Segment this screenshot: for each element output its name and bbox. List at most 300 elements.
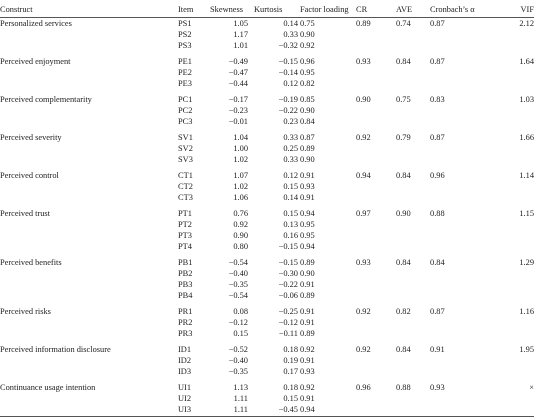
factor-loading-cell: 0.93 [300, 182, 315, 191]
cronbach-alpha-cell: 0.84 [430, 258, 445, 267]
cronbach-alpha-cell [422, 67, 472, 78]
factor-loading-cell: 0.89 [300, 291, 315, 300]
kurtosis-cell: 0.19 [283, 356, 298, 365]
vif-cell [472, 29, 534, 40]
construct-cell [0, 154, 178, 165]
item-cell: CT1 [178, 171, 193, 180]
ave-cell [388, 116, 422, 127]
item-cell: PT4 [178, 242, 192, 251]
cr-cell: 0.94 [356, 171, 371, 180]
cr-cell [348, 219, 388, 230]
cr-cell [348, 116, 388, 127]
construct-cell: Perceived complementarity [0, 95, 92, 104]
kurtosis-cell: −0.45 [248, 404, 298, 417]
construct-cell [0, 192, 178, 203]
kurtosis-cell: 0.15 [283, 394, 298, 403]
cronbach-alpha-cell [422, 219, 472, 230]
ave-cell [388, 40, 422, 51]
cr-cell [348, 230, 388, 241]
cronbach-alpha-cell [422, 279, 472, 290]
construct-cell [0, 219, 178, 230]
skewness-cell: 1.02 [233, 155, 248, 164]
table-row [0, 241, 534, 252]
cronbach-alpha-cell [422, 116, 472, 127]
factor-loading-cell: 0.91 [300, 318, 315, 327]
skewness-cell: −0.17 [228, 95, 248, 104]
table-row [0, 301, 534, 317]
vif-cell [472, 241, 534, 252]
cr-cell [348, 29, 388, 40]
table-row [0, 116, 534, 127]
ave-cell: 0.75 [396, 95, 411, 104]
cronbach-alpha-cell: 0.87 [430, 57, 445, 66]
vif-cell [472, 366, 534, 377]
table-header [0, 0, 534, 18]
item-cell: PB2 [178, 269, 193, 278]
cr-cell [348, 192, 388, 203]
construct-cell: Perceived benefits [0, 258, 62, 267]
factor-loading-cell: 0.91 [300, 193, 315, 202]
ave-cell [388, 29, 422, 40]
kurtosis-cell: 0.33 [283, 133, 298, 142]
header-construct: Construct [0, 0, 178, 18]
factor-loading-cell: 0.89 [300, 258, 315, 267]
skewness-cell: 1.13 [233, 383, 248, 392]
table-row [0, 393, 534, 404]
construct-cell: Personalized services [0, 19, 72, 28]
table-row [0, 181, 534, 192]
ave-cell [388, 290, 422, 301]
table-row [0, 40, 534, 51]
cr-cell [348, 317, 388, 328]
vif-cell: 2.12 [519, 19, 534, 28]
kurtosis-cell: 0.33 [283, 30, 298, 39]
skewness-cell: −0.52 [228, 345, 248, 354]
kurtosis-cell: −0.11 [278, 329, 298, 338]
item-cell: SV2 [178, 144, 193, 153]
kurtosis-cell: 0.12 [283, 171, 298, 180]
skewness-cell: −0.40 [228, 269, 248, 278]
kurtosis-cell: 0.17 [283, 367, 298, 376]
table-row [0, 317, 534, 328]
ave-cell [388, 105, 422, 116]
item-cell: PB3 [178, 280, 193, 289]
kurtosis-cell: 0.16 [283, 231, 298, 240]
ave-cell [388, 154, 422, 165]
ave-cell [388, 181, 422, 192]
item-cell: PS3 [178, 41, 192, 50]
cronbach-alpha-cell: 0.83 [430, 95, 445, 104]
table-row [0, 18, 534, 30]
factor-loading-cell: 0.94 [300, 242, 315, 251]
table-row [0, 192, 534, 203]
factor-loading-cell: 0.84 [300, 117, 315, 126]
kurtosis-cell: 0.12 [283, 79, 298, 88]
table-row [0, 404, 534, 417]
header-ave: AVE [388, 0, 422, 18]
construct-cell [0, 116, 178, 127]
table-row [0, 165, 534, 181]
cr-cell [348, 393, 388, 404]
cr-cell [348, 181, 388, 192]
ave-cell [388, 355, 422, 366]
skewness-cell: −0.40 [228, 356, 248, 365]
ave-cell: 0.74 [396, 19, 411, 28]
item-cell: PT3 [178, 231, 192, 240]
cronbach-alpha-cell: 0.93 [430, 383, 445, 392]
cronbach-alpha-cell [422, 366, 472, 377]
ave-cell: 0.82 [396, 307, 411, 316]
cr-cell [348, 366, 388, 377]
item-cell: PB1 [178, 258, 193, 267]
item-cell: CT2 [178, 182, 193, 191]
kurtosis-cell: −0.12 [278, 318, 298, 327]
construct-cell [0, 40, 178, 51]
ave-cell [388, 219, 422, 230]
construct-cell [0, 181, 178, 192]
cronbach-alpha-cell [422, 328, 472, 339]
kurtosis-cell: −0.30 [278, 269, 298, 278]
table-row [0, 339, 534, 355]
factor-loading-cell: 0.95 [300, 231, 315, 240]
kurtosis-cell: 0.13 [283, 220, 298, 229]
factor-loading-cell: 0.75 [300, 19, 315, 28]
skewness-cell: 1.00 [233, 144, 248, 153]
cr-cell [348, 404, 388, 417]
kurtosis-cell: 0.33 [283, 155, 298, 164]
ave-cell: 0.84 [396, 57, 411, 66]
ave-cell [388, 404, 422, 417]
table-row [0, 252, 534, 268]
construct-cell: Perceived enjoyment [0, 57, 71, 66]
vif-cell [472, 279, 534, 290]
table-body [0, 18, 534, 417]
cronbach-alpha-cell: 0.87 [430, 133, 445, 142]
factor-loading-cell: 0.85 [300, 95, 315, 104]
skewness-cell: 0.15 [233, 329, 248, 338]
cr-cell: 0.96 [356, 383, 371, 392]
vif-cell [472, 230, 534, 241]
construct-cell [0, 393, 178, 404]
ave-cell [388, 279, 422, 290]
skewness-cell: −0.35 [228, 280, 248, 289]
item-cell: PC3 [178, 117, 193, 126]
construct-cell [0, 279, 178, 290]
vif-cell: 1.16 [519, 307, 534, 316]
cr-cell [348, 67, 388, 78]
factor-loading-cell: 0.90 [300, 155, 315, 164]
header-skewness: Skewness [210, 0, 248, 18]
vif-cell [472, 192, 534, 203]
factor-loading-cell: 0.90 [300, 106, 315, 115]
skewness-cell: 0.90 [233, 231, 248, 240]
skewness-cell: −0.35 [228, 367, 248, 376]
cronbach-alpha-cell: 0.96 [430, 171, 445, 180]
kurtosis-cell: −0.22 [278, 280, 298, 289]
kurtosis-cell: 0.18 [283, 383, 298, 392]
kurtosis-cell: −0.32 [278, 41, 298, 50]
construct-cell: Perceived trust [0, 209, 51, 218]
cronbach-alpha-cell: 0.87 [430, 19, 445, 28]
kurtosis-cell: −0.25 [278, 307, 298, 316]
kurtosis-cell: 0.25 [283, 144, 298, 153]
cr-cell [348, 328, 388, 339]
item-cell: ID1 [178, 345, 192, 354]
vif-cell: 1.29 [519, 258, 534, 267]
vif-cell [472, 105, 534, 116]
vif-cell [472, 317, 534, 328]
skewness-cell: 0.92 [233, 220, 248, 229]
vif-cell: 1.66 [519, 133, 534, 142]
table-row [0, 154, 534, 165]
item-cell: PT1 [178, 209, 192, 218]
table-row [0, 89, 534, 105]
table-row [0, 377, 534, 393]
vif-cell [472, 143, 534, 154]
kurtosis-cell: 0.15 [283, 182, 298, 191]
ave-cell [388, 192, 422, 203]
skewness-cell: 1.11 [233, 394, 248, 403]
ave-cell [388, 328, 422, 339]
table-row [0, 143, 534, 154]
kurtosis-cell: −0.22 [278, 106, 298, 115]
factor-loading-cell: 0.95 [300, 220, 315, 229]
vif-cell [472, 40, 534, 51]
cr-cell [348, 154, 388, 165]
ave-cell [388, 67, 422, 78]
vif-cell [472, 393, 534, 404]
skewness-cell: −0.44 [228, 79, 248, 88]
table-row [0, 279, 534, 290]
cr-cell: 0.92 [356, 307, 371, 316]
cronbach-alpha-cell [422, 355, 472, 366]
vif-cell [472, 67, 534, 78]
construct-cell: Continuance usage intention [0, 383, 96, 392]
table-row [0, 127, 534, 143]
factor-loading-cell: 0.90 [300, 30, 315, 39]
vif-cell [472, 219, 534, 230]
item-cell: SV1 [178, 133, 193, 142]
kurtosis-cell: 0.14 [283, 193, 298, 202]
construct-cell: Perceived control [0, 171, 59, 180]
construct-cell [0, 78, 178, 89]
construct-cell [0, 317, 178, 328]
cronbach-alpha-cell [422, 241, 472, 252]
item-cell: PE3 [178, 79, 192, 88]
factor-loading-cell: 0.96 [300, 57, 315, 66]
vif-cell [472, 355, 534, 366]
table-row [0, 328, 534, 339]
kurtosis-cell: −0.14 [278, 68, 298, 77]
cr-cell [348, 143, 388, 154]
vif-cell [472, 290, 534, 301]
factor-loading-cell: 0.91 [300, 356, 315, 365]
skewness-cell: 0.08 [233, 307, 248, 316]
header-kurtosis: Kurtosis [248, 0, 298, 18]
cr-cell: 0.93 [356, 57, 371, 66]
skewness-cell: −0.49 [228, 57, 248, 66]
cr-cell [348, 355, 388, 366]
factor-loading-cell: 0.91 [300, 307, 315, 316]
vif-cell: 1.95 [519, 345, 534, 354]
cr-cell [348, 40, 388, 51]
vif-cell [472, 154, 534, 165]
factor-loading-cell: 0.94 [298, 404, 348, 417]
header-factor-loading: Factor loading [298, 0, 348, 18]
cr-cell: 0.92 [356, 345, 371, 354]
factor-loading-cell: 0.91 [300, 280, 315, 289]
table-row [0, 29, 534, 40]
factor-loading-cell: 0.91 [300, 394, 315, 403]
cronbach-alpha-cell [422, 268, 472, 279]
item-cell: ID2 [178, 356, 192, 365]
cronbach-alpha-cell [422, 40, 472, 51]
construct-cell [0, 328, 178, 339]
cronbach-alpha-cell [422, 404, 472, 417]
cronbach-alpha-cell [422, 317, 472, 328]
table-row [0, 203, 534, 219]
ave-cell [388, 230, 422, 241]
skewness-cell: −0.01 [228, 117, 248, 126]
header-item: Item [178, 0, 210, 18]
table-row [0, 105, 534, 116]
table-row [0, 355, 534, 366]
ave-cell [388, 366, 422, 377]
item-cell: PR3 [178, 329, 193, 338]
skewness-cell: 1.04 [233, 133, 248, 142]
kurtosis-cell: 0.18 [283, 345, 298, 354]
table-row [0, 268, 534, 279]
item-cell: PB4 [178, 291, 193, 300]
factor-loading-cell: 0.89 [300, 329, 315, 338]
vif-cell: 1.64 [519, 57, 534, 66]
skewness-cell: 1.06 [233, 193, 248, 202]
vif-cell: 1.03 [519, 95, 534, 104]
vif-cell: 1.15 [519, 209, 534, 218]
skewness-cell: 0.76 [233, 209, 248, 218]
item-cell: SV3 [178, 155, 193, 164]
construct-cell: Perceived information disclosure [0, 345, 111, 354]
construct-cell [0, 241, 178, 252]
header-cr: CR [348, 0, 388, 18]
cr-cell [348, 279, 388, 290]
skewness-cell: −0.23 [228, 106, 248, 115]
vif-cell [472, 116, 534, 127]
item-cell: PC2 [178, 106, 193, 115]
cr-cell [348, 290, 388, 301]
factor-loading-cell: 0.90 [300, 269, 315, 278]
ave-cell [388, 268, 422, 279]
skewness-cell: 0.80 [233, 242, 248, 251]
cronbach-alpha-cell [422, 78, 472, 89]
cr-cell: 0.97 [356, 209, 371, 218]
cronbach-alpha-cell: 0.88 [430, 209, 445, 218]
cronbach-alpha-cell [422, 230, 472, 241]
construct-cell [0, 404, 178, 417]
ave-cell: 0.84 [396, 345, 411, 354]
factor-loading-cell: 0.92 [300, 41, 315, 50]
factor-loading-cell: 0.89 [300, 144, 315, 153]
vif-cell: 1.14 [519, 171, 534, 180]
factor-loading-cell: 0.92 [300, 345, 315, 354]
factor-loading-cell: 0.93 [300, 367, 315, 376]
ave-cell: 0.88 [396, 383, 411, 392]
skewness-cell: 1.01 [233, 41, 248, 50]
ave-cell: 0.79 [396, 133, 411, 142]
header-cronbach-alpha: Cronbach’s α [422, 0, 472, 18]
vif-cell [472, 181, 534, 192]
cronbach-alpha-cell [422, 105, 472, 116]
construct-cell [0, 143, 178, 154]
cronbach-alpha-cell: 0.87 [430, 307, 445, 316]
cronbach-alpha-cell [422, 192, 472, 203]
skewness-cell: 1.02 [233, 182, 248, 191]
item-cell: UI1 [178, 383, 192, 392]
factor-loading-cell: 0.87 [300, 133, 315, 142]
kurtosis-cell: −0.19 [278, 95, 298, 104]
skewness-cell: −0.54 [228, 291, 248, 300]
item-cell: ID3 [178, 367, 192, 376]
cr-cell: 0.93 [356, 258, 371, 267]
construct-cell: Perceived risks [0, 307, 51, 316]
construct-cell [0, 105, 178, 116]
cr-cell [348, 78, 388, 89]
construct-cell: Perceived severity [0, 133, 62, 142]
kurtosis-cell: 0.23 [283, 117, 298, 126]
table-row [0, 230, 534, 241]
skewness-cell: −0.54 [228, 258, 248, 267]
cronbach-alpha-cell [422, 154, 472, 165]
ave-cell [388, 393, 422, 404]
item-cell: PE2 [178, 68, 192, 77]
ave-cell [388, 143, 422, 154]
table-row [0, 67, 534, 78]
vif-cell: × [529, 383, 534, 392]
kurtosis-cell: −0.06 [278, 291, 298, 300]
ave-cell [388, 317, 422, 328]
factor-loading-cell: 0.91 [300, 171, 315, 180]
construct-cell [0, 366, 178, 377]
item-cell: PS2 [178, 30, 192, 39]
item-cell: PE1 [178, 57, 192, 66]
construct-cell [0, 355, 178, 366]
construct-cell [0, 29, 178, 40]
cr-cell [348, 105, 388, 116]
ave-cell [388, 241, 422, 252]
item-cell: PR2 [178, 318, 193, 327]
factor-loading-cell: 0.94 [300, 209, 315, 218]
ave-cell [388, 78, 422, 89]
construct-cell [0, 290, 178, 301]
cronbach-alpha-cell [422, 393, 472, 404]
construct-cell [0, 230, 178, 241]
vif-cell [472, 328, 534, 339]
skewness-cell: −0.12 [228, 318, 248, 327]
table-row [0, 78, 534, 89]
cronbach-alpha-cell [422, 29, 472, 40]
cr-cell: 0.90 [356, 95, 371, 104]
header-row [0, 0, 534, 18]
cronbach-alpha-cell [422, 143, 472, 154]
item-cell: PR1 [178, 307, 193, 316]
item-cell: CT3 [178, 193, 193, 202]
construct-cell [0, 67, 178, 78]
skewness-cell: 1.11 [210, 404, 248, 417]
vif-cell [472, 268, 534, 279]
factor-loading-cell: 0.95 [300, 68, 315, 77]
factor-loading-cell: 0.92 [300, 383, 315, 392]
ave-cell: 0.90 [396, 209, 411, 218]
